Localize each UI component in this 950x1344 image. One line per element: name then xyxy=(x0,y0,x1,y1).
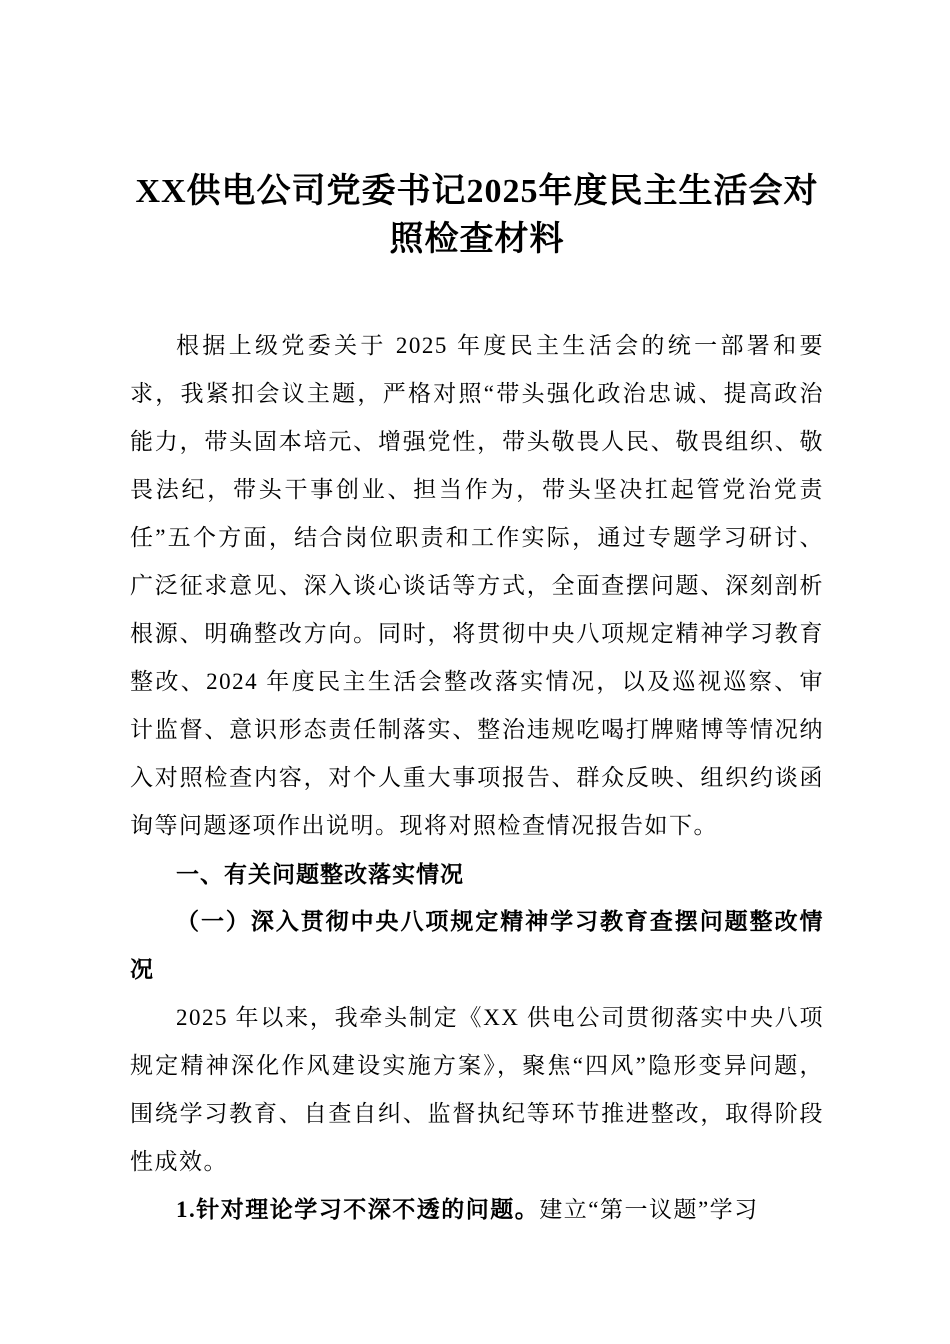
paragraph-2: 2025 年以来，我牵头制定《XX 供电公司贯彻落实中央八项规定精神深化作风建设实施方案》，聚焦“四风”隐形变异问题，围绕学习教育、自查自纠、监督执纪等环节推进整改，取得阶段性成效。 xyxy=(130,1005,824,1174)
paragraph-3 xyxy=(130,1186,824,1234)
section-heading-1-1: （一）深入贯彻中央八项规定精神学习教育查摆问题整改情况 xyxy=(130,909,824,982)
paragraph-3-lead: 1.针对理论学习不深不透的问题。 xyxy=(176,1197,540,1222)
section-heading-1: 一、有关问题整改落实情况 xyxy=(176,861,464,887)
paragraph-intro: 根据上级党委关于 2025 年度民主生活会的统一部署和要求，我紧扣会议主题，严格对照“带头强化政治忠诚、提高政治能力，带头固本培元、增强党性，带头敬畏人民、敬畏组织、敬畏法纪，带头干事创业、担当作为，带头坚决扛起管党治党责任”五个方面，结合岗位职责和工作实际，通过专题学习研讨、广泛征求意见、深入谈心谈话等方式，全面查摆问题、深刻剖析根源、明确整改方向。同时，将贯彻中央八项规定精神学习教育整改、2024 年度民主生活会整改落实情况，以及巡视巡察、审计监督、意识形态责任制落实、整治违规吃喝打牌赌博等情况纳入对照检查内容，对个人重大事项报告、群众反映、组织约谈函询等问题逐项作出说明。现将对照检查情况报告如下。 xyxy=(130,333,824,838)
page-title: XX供电公司党委书记2025年度民主生活会对照检查材料 xyxy=(135,173,819,258)
paragraph-3-rest: 建立“第一议题”学习 xyxy=(539,1197,759,1222)
